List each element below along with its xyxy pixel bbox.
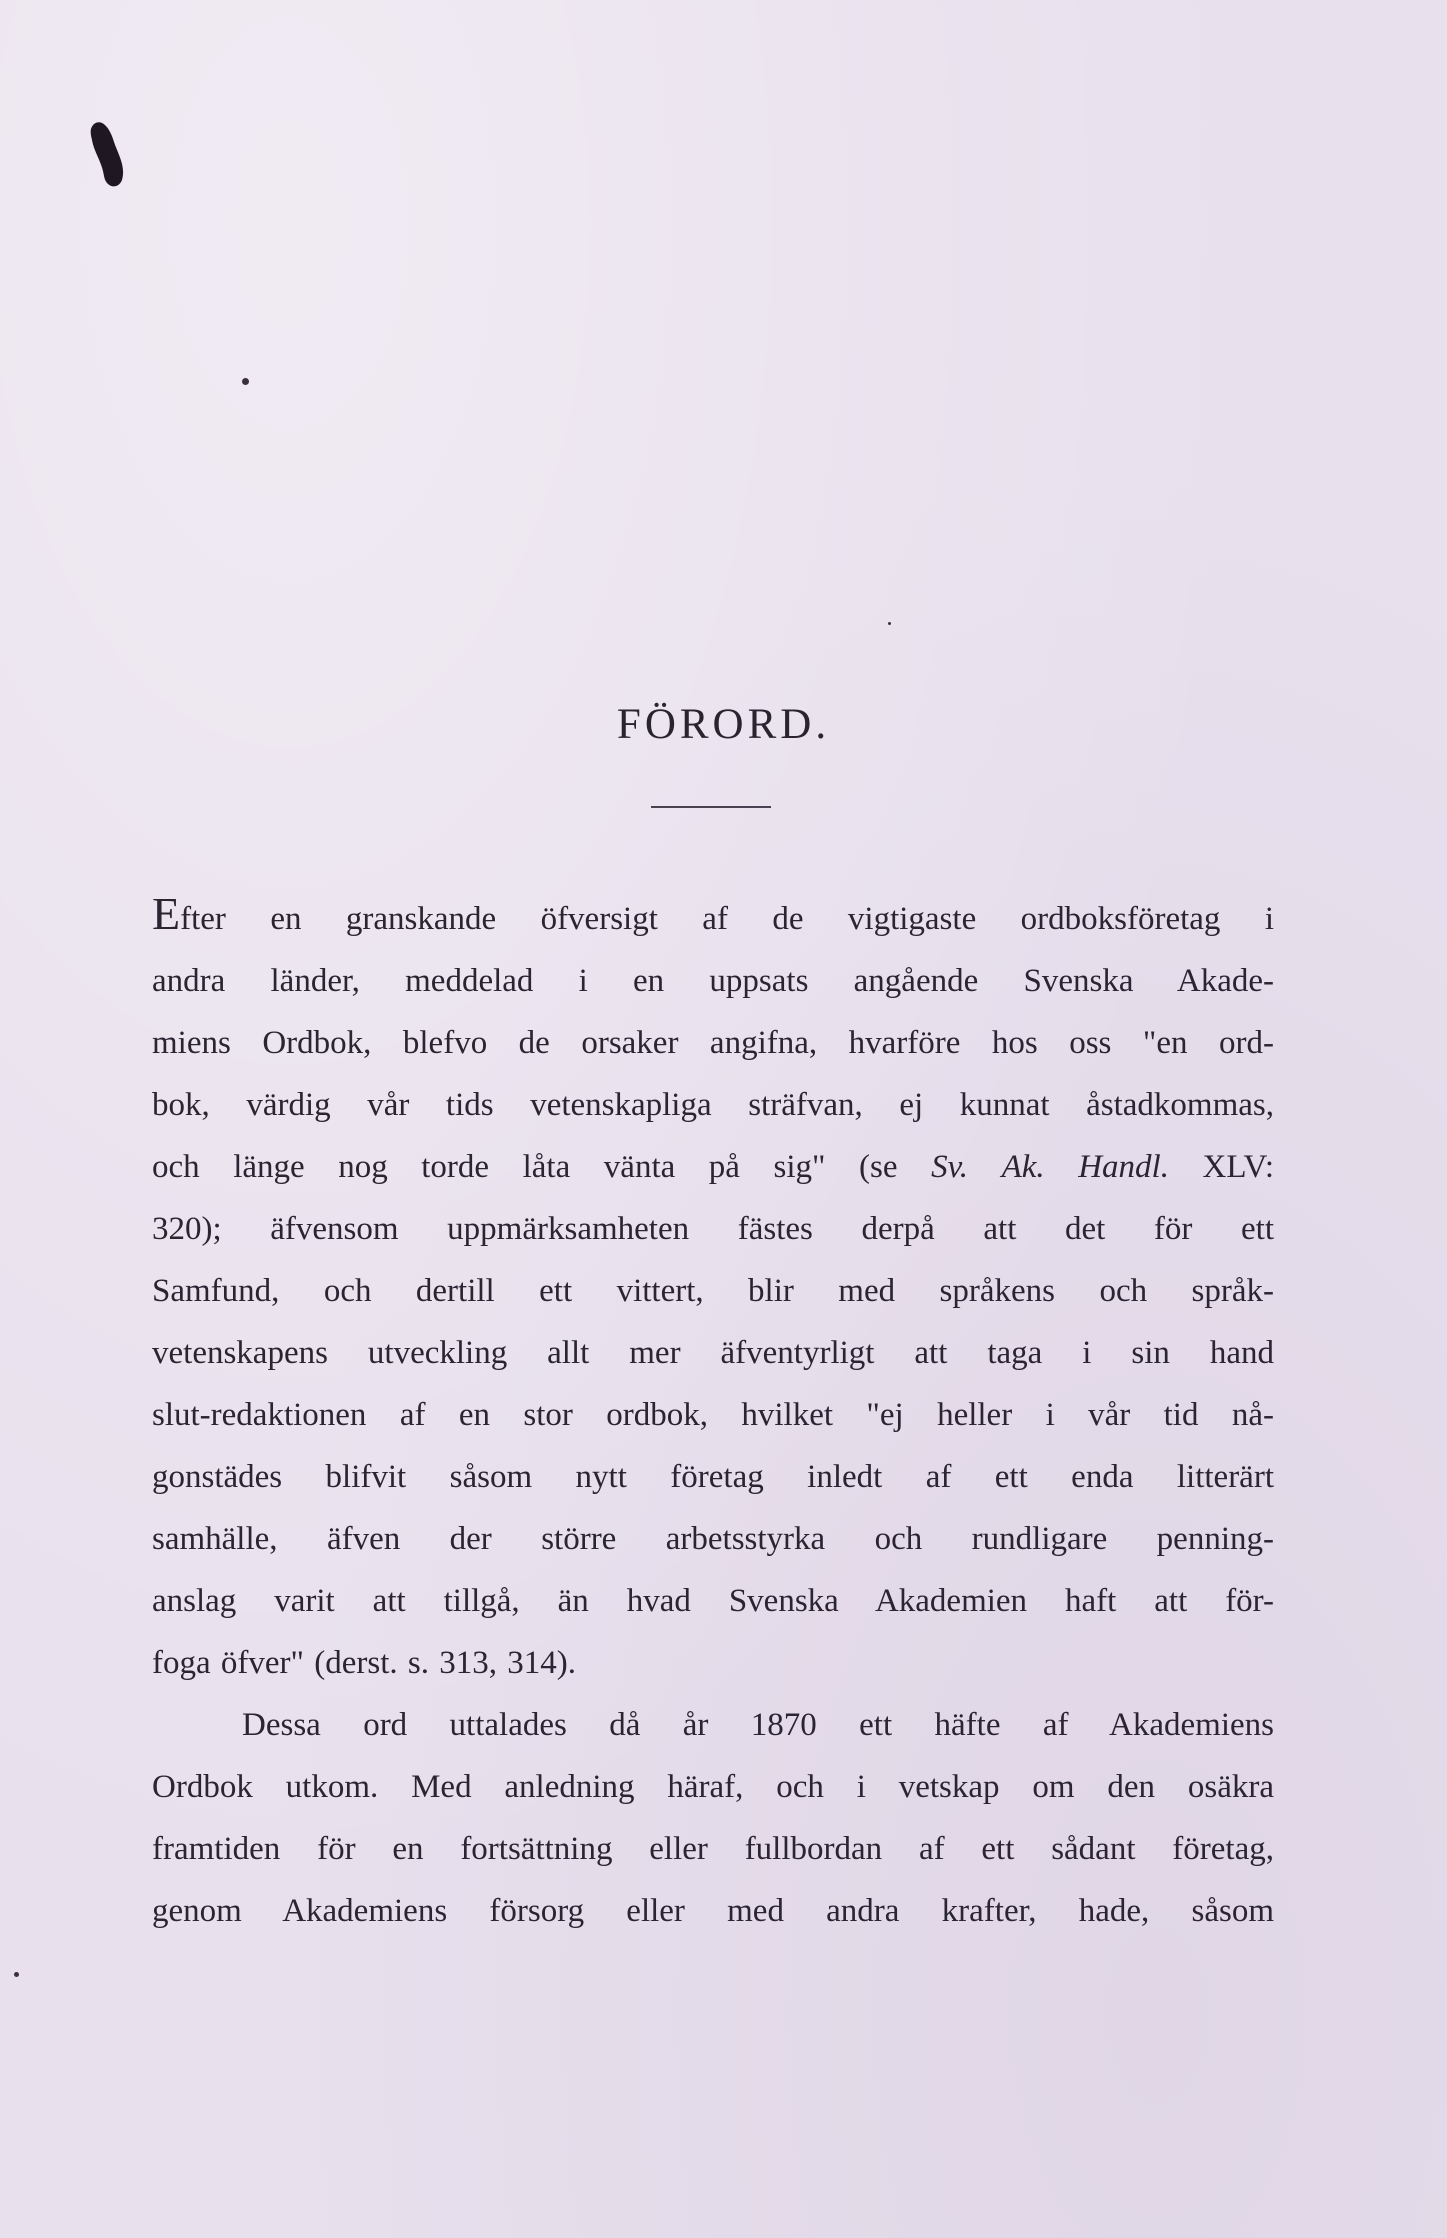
text-line: Dessa ord uttalades då år 1870 ett häfte af Akademiens	[242, 1707, 1274, 1743]
page-title: FÖRORD.	[616, 701, 831, 748]
text-line: foga öfver" (derst. s. 313, 314).	[152, 1645, 576, 1681]
text-line: 320); äfvensom uppmärksamheten fästes derpå att det för ett	[152, 1211, 1274, 1247]
text-line: och länge nog torde låta vänta på sig" (se Sv. Ak. Handl. XLV:	[152, 1149, 1275, 1185]
body-text	[152, 888, 1274, 1942]
text-line: slut-redaktionen af en stor ordbok, hvilket "ej heller i vår tid nå-	[152, 1397, 1274, 1433]
title-rule	[651, 806, 771, 808]
ink-speck	[242, 378, 249, 385]
ink-speck	[14, 1972, 19, 1977]
text-line: framtiden för en fortsättning eller fullbordan af ett sådant företag,	[152, 1831, 1274, 1867]
text-line: genom Akademiens försorg eller med andra krafter, hade, såsom	[152, 1893, 1274, 1929]
ink-blot-mark	[88, 118, 128, 190]
text-line: Ordbok utkom. Med anledning häraf, och i vetskap om den osäkra	[152, 1769, 1274, 1805]
citation-ak: Ak.	[1001, 1149, 1045, 1185]
text-line: miens Ordbok, blefvo de orsaker angifna, hvarföre hos oss "en ord-	[152, 1025, 1274, 1061]
drop-cap: E	[152, 888, 181, 939]
text-line: bok, värdig vår tids vetenskapliga sträfvan, ej kunnat åstadkommas,	[152, 1087, 1274, 1123]
text-line: anslag varit att tillgå, än hvad Svenska Akademien haft att för-	[152, 1583, 1274, 1619]
text-line: gonstädes blifvit såsom nytt företag inledt af ett enda litterärt	[152, 1459, 1274, 1495]
text-line: samhälle, äfven der större arbetsstyrka och rundligare penning-	[152, 1521, 1274, 1557]
text-line: Samfund, och dertill ett vittert, blir med språkens och språk-	[152, 1273, 1274, 1309]
citation-sv: Sv.	[931, 1149, 969, 1185]
citation-handl: Handl.	[1078, 1149, 1169, 1185]
text-line: Efter en granskande öfversigt af de vigtigaste ordboksföretag i	[152, 888, 1274, 939]
ink-speck	[888, 622, 891, 625]
text-line: andra länder, meddelad i en uppsats angående Svenska Akade-	[152, 963, 1274, 999]
text-line: vetenskapens utveckling allt mer äfventyrligt att taga i sin hand	[152, 1335, 1274, 1371]
